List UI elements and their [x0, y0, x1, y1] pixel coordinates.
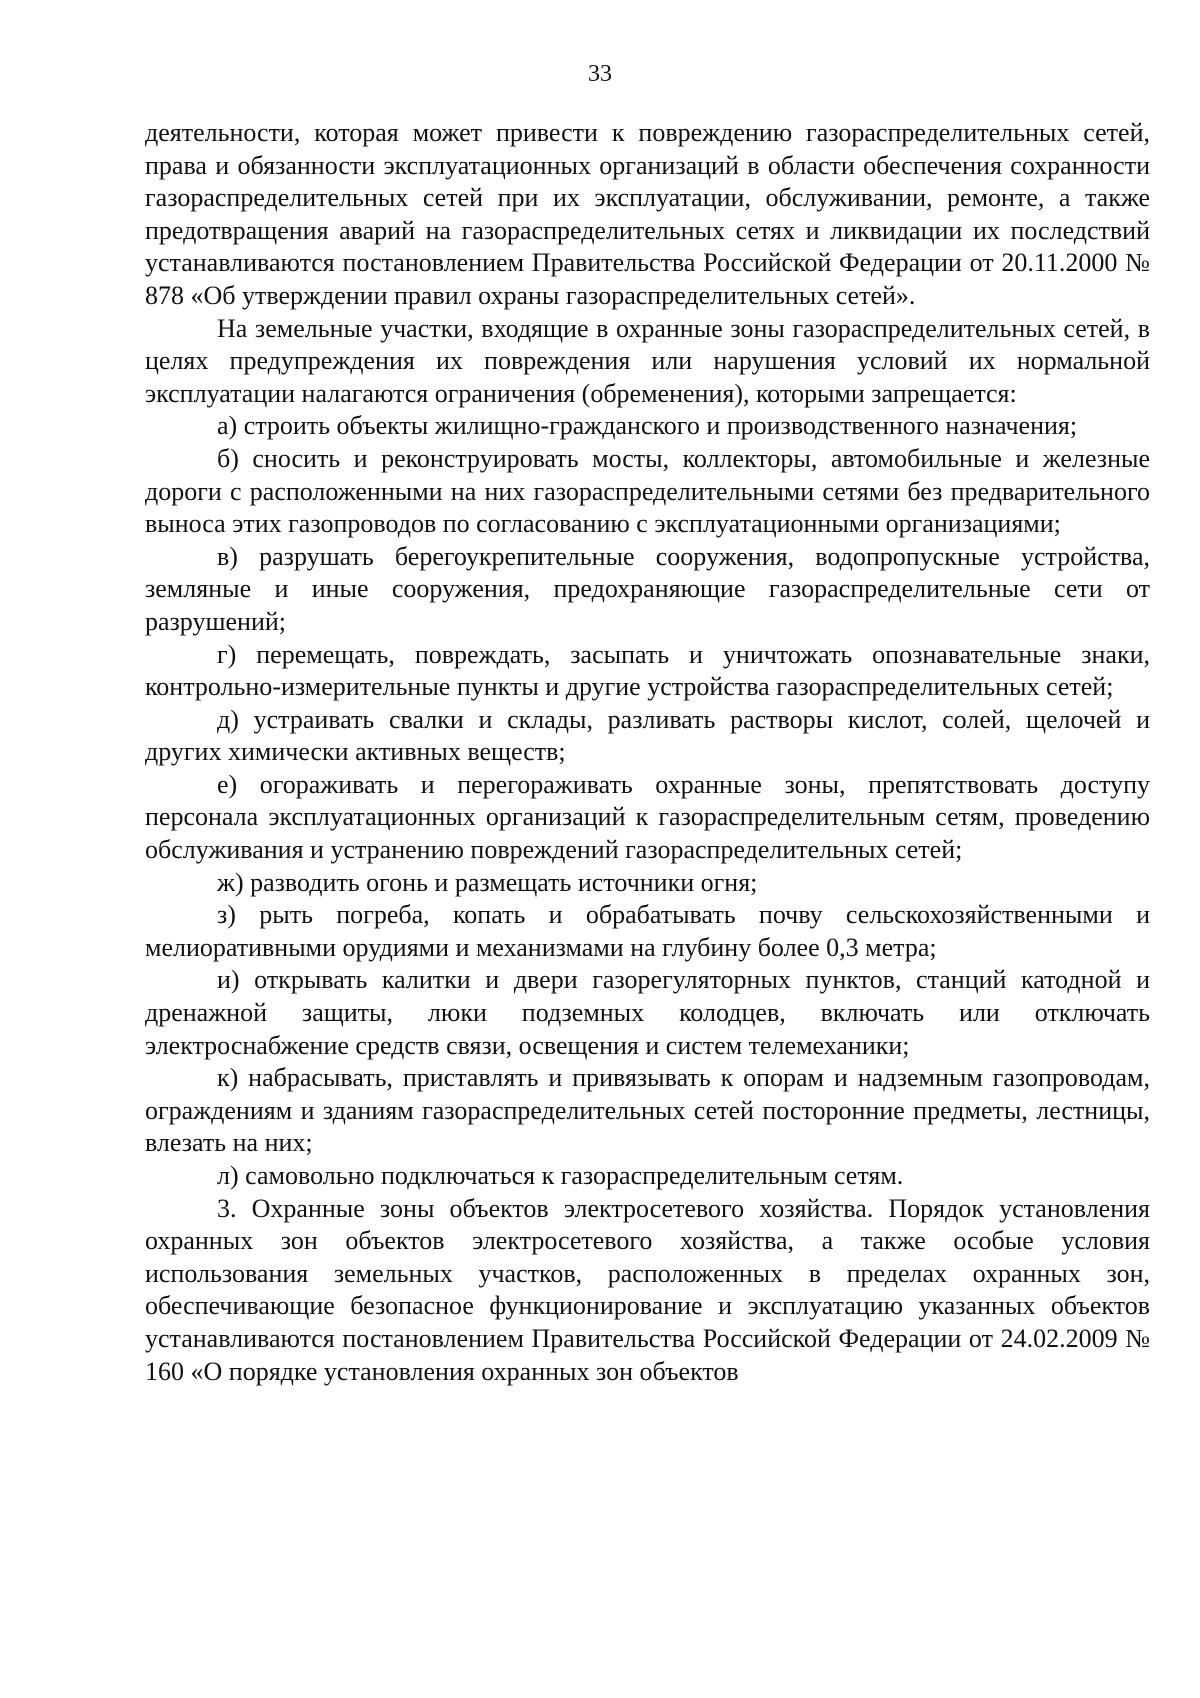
list-item-l: л) самовольно подключаться к газораспределительным сетям. [217, 1161, 904, 1190]
paragraph-restrictions-intro: На земельные участки, входящие в охранные зоны газораспределительных сетей, в целях предупреждения их повреждения или нарушения условий их нормальной эксплуатации налагаются ограничения (обременения), которыми запрещается: [145, 313, 1150, 408]
list-item-e: е) огораживать и перегораживать охранные зоны, препятствовать доступу персонала эксплуатационных организаций к газораспределительным сетям, проведению обслуживания и устранению повреждений газораспределительных сетей; [145, 769, 1150, 865]
document-body [145, 117, 1150, 1388]
list-item-b: б) сносить и реконструировать мосты, коллекторы, автомобильные и железные дороги с расположенными на них газораспределительными сетями без предварительного выноса этих газопроводов по согласованию с эксплуатационными организациями; [145, 443, 1150, 539]
list-item-k: к) набрасывать, приставлять и привязывать к опорам и надземным газопроводам, ограждениям и зданиям газораспределительных сетей посторонние предметы, лестницы, влезать на них; [145, 1063, 1150, 1158]
paragraph-continuation: деятельности, которая может привести к повреждению газораспределительных сетей, права и обязанности эксплуатационных организаций в области обеспечения сохранности газораспределительных сетей при их эксплуатации, обслуживании, ремонте, а также предотвращения аварий на газораспределительных сетях и ликвидации их последствий устанавливаются постановлением Правительства Российской Федерации от 20.11.2000 № 878 «Об утверждении правил охраны газораспределительных сетей». [145, 118, 1150, 310]
list-item-z: з) рыть погреба, копать и обрабатывать почву сельскохозяйственными и мелиоративными орудиями и механизмами на глубину более 0,3 метра; [145, 900, 1150, 962]
paragraph-section-3: 3. Охранные зоны объектов электросетевого хозяйства. Порядок установления охранных зон объектов электросетевого хозяйства, а также особые условия использования земельных участков, расположенных в пределах охранных зон, обеспечивающие безопасное функционирование и эксплуатацию указанных объектов устанавливаются постановлением Правительства Российской Федерации от 24.02.2009 № 160 «О порядке установления охранных зон объектов [145, 1193, 1150, 1386]
list-item-g: г) перемещать, повреждать, засыпать и уничтожать опознавательные знаки, контрольно-измерительные пункты и другие устройства газораспределительных сетей; [145, 639, 1150, 702]
list-item-i: и) открывать калитки и двери газорегуляторных пунктов, станций катодной и дренажной защиты, люки подземных колодцев, включать или отключать электроснабжение средств связи, освещения и систем телемеханики; [145, 965, 1150, 1060]
list-item-a: а) строить объекты жилищно-гражданского и производственного назначения; [217, 411, 1078, 441]
list-item-v: в) разрушать берегоукрепительные сооружения, водопропускные устройства, земляные и иные сооружения, предохраняющие газораспределительные сети от разрушений; [145, 541, 1150, 636]
list-item-d: д) устраивать свалки и склады, разливать растворы кислот, солей, щелочей и других химически активных веществ; [145, 704, 1150, 767]
list-item-zh: ж) разводить огонь и размещать источники огня; [217, 867, 758, 897]
page-number: 33 [588, 61, 612, 87]
